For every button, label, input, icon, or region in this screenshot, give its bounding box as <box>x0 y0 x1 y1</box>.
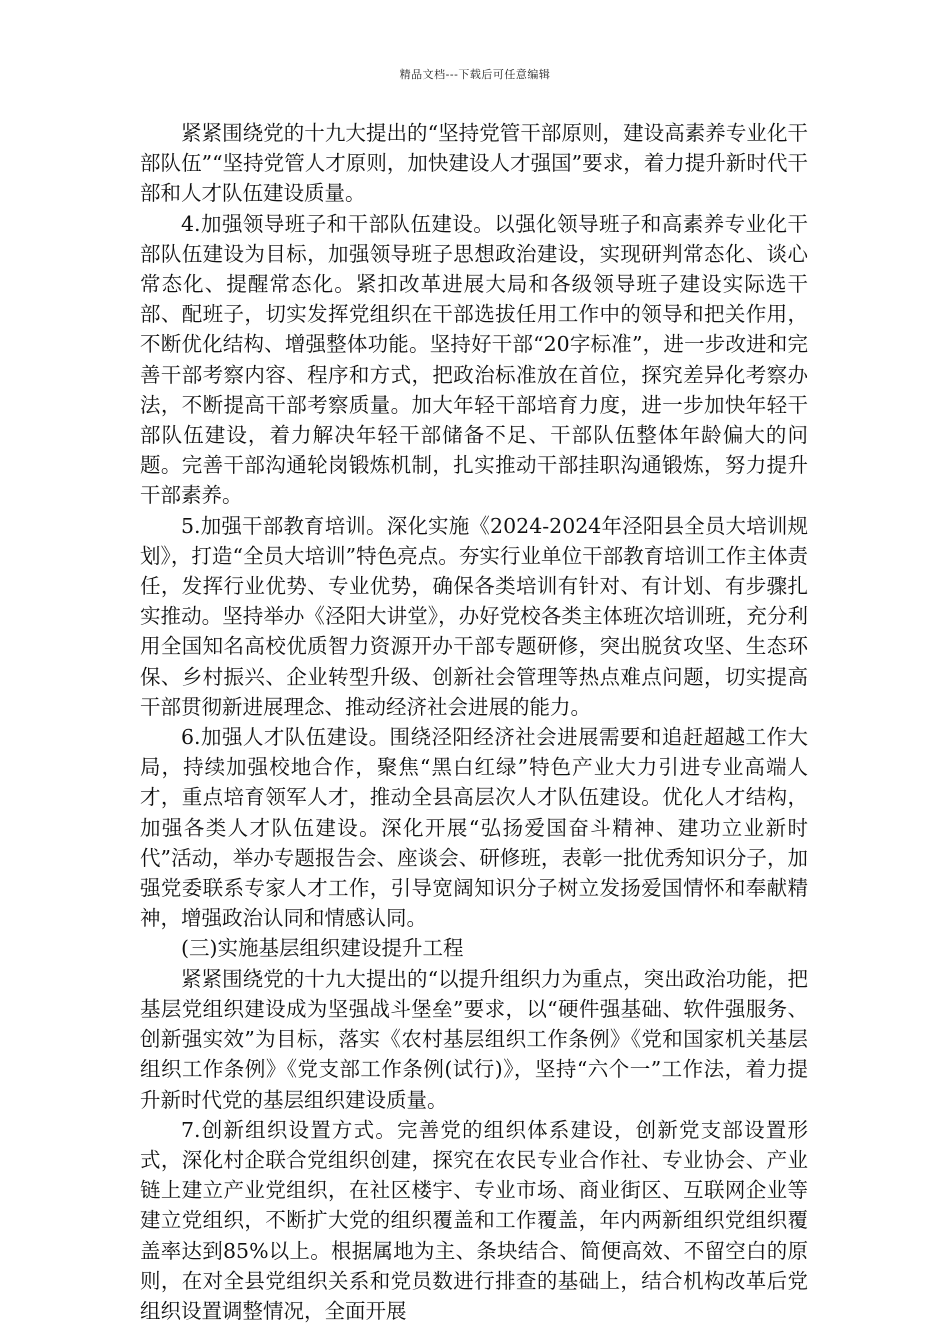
paragraph: 5.加强干部教育培训。深化实施《2024-2024年泾阳县全员大培训规划》，打造“全员大培训”特色亮点。夯实行业单位干部教育培训工作主体责任，发挥行业优势、专业优势，确保各类培训有针对、有计划、有步骤扎实推动。坚持举办《泾阳大讲堂》，办好党校各类主体班次培训班，充分利用全国知名高校优质智力资源开办干部专题研修，突出脱贫攻坚、生态环保、乡村振兴、企业转型升级、创新社会管理等热点难点问题，切实提高干部贯彻新进展理念、推动经济社会进展的能力。 <box>140 513 808 719</box>
paragraph: 7.创新组织设置方式。完善党的组织体系建设，创新党支部设置形式，深化村企联合党组织创建，探究在农民专业合作社、专业协会、产业链上建立产业党组织，在社区楼宇、专业市场、商业街区、互联网企业等建立党组织，不断扩大党的组织覆盖和工作覆盖，年内两新组织党组织覆盖率达到85%以上。根据属地为主、条块结合、简便高效、不留空白的原则，在对全县党组织关系和党员数进行排查的基础上，结合机构改革后党组织设置调整情况，全面开展 <box>140 1117 808 1323</box>
section-heading: (三)实施基层组织建设提升工程 <box>181 936 464 961</box>
paragraph: 6.加强人才队伍建设。围绕泾阳经济社会进展需要和追赶超越工作大局，持续加强校地合作，聚焦“黑白红绿”特色产业大力引进专业高端人才，重点培育领军人才，推动全县高层次人才队伍建设。优化人才结构，加强各类人才队伍建设。深化开展“弘扬爱国奋斗精神、建功立业新时代”活动，举办专题报告会、座谈会、研修班，表彰一批优秀知识分子，加强党委联系专家人才工作，引导宽阔知识分子树立发扬爱国情怀和奉献精神，增强政治认同和情感认同。 <box>140 725 808 931</box>
document-body <box>140 118 808 1326</box>
paragraph: 紧紧围绕党的十九大提出的“坚持党管干部原则，建设高素养专业化干部队伍”“坚持党管人才原则，加快建设人才强国”要求，着力提升新时代干部和人才队伍建设质量。 <box>140 121 808 206</box>
paragraph: 4.加强领导班子和干部队伍建设。以强化领导班子和高素养专业化干部队伍建设为目标，加强领导班子思想政治建设，实现研判常态化、谈心常态化、提醒常态化。紧扣改革进展大局和各级领导班子建设实际选干部、配班子，切实发挥党组织在干部选拔任用工作中的领导和把关作用，不断优化结构、增强整体功能。坚持好干部“20字标准”，进一步改进和完善干部考察内容、程序和方式，把政治标准放在首位，探究差异化考察办法，不断提高干部考察质量。加大年轻干部培育力度，进一步加快年轻干部队伍建设，着力解决年轻干部储备不足、干部队伍整体年龄偏大的问题。完善干部沟通轮岗锻炼机制，扎实推动干部挂职沟通锻炼，努力提升干部素养。 <box>140 211 808 508</box>
page-header: 精品文档---下载后可任意编辑 <box>399 68 551 81</box>
paragraph: 紧紧围绕党的十九大提出的“以提升组织力为重点，突出政治功能，把基层党组织建设成为坚强战斗堡垒”要求，以“硬件强基础、软件强服务、创新强实效”为目标，落实《农村基层组织工作条例》《党和国家机关基层组织工作条例》《党支部工作条例(试行)》，坚持“六个一”工作法，着力提升新时代党的基层组织建设质量。 <box>140 966 808 1112</box>
